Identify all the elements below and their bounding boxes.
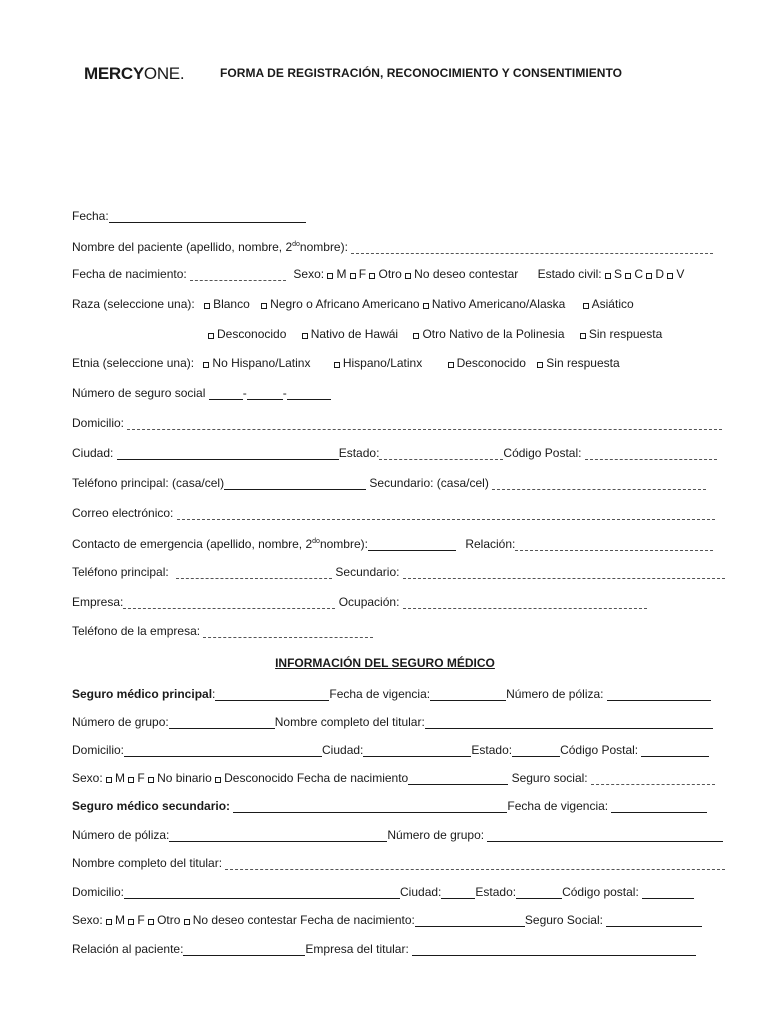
ssn-label: Número de seguro social [72, 386, 206, 400]
fecha-field[interactable] [109, 211, 306, 223]
checkbox-icon [583, 303, 589, 309]
codigo-postal-2-field[interactable] [642, 887, 694, 899]
row-raza-2 [208, 327, 740, 341]
fecha-nacimiento-field[interactable] [190, 269, 286, 281]
row-telefono [72, 476, 740, 490]
secundario-label: Secundario: (casa/cel) [369, 476, 489, 490]
row-domicilio [72, 416, 740, 430]
ciudad-2-field[interactable] [441, 887, 475, 899]
nombre-paciente-field[interactable] [351, 242, 713, 254]
row-seguro-principal: Seguro médico principal: Fecha de vigencia: Número de póliza: [72, 687, 740, 701]
checkbox-icon [423, 303, 429, 309]
ssn-dash: - [242, 386, 247, 400]
row-empresa [72, 595, 740, 609]
sexo-option-otro[interactable]: Otro [369, 267, 401, 281]
numero-poliza-2-field[interactable] [169, 830, 387, 842]
estado-label: Estado: [338, 446, 380, 460]
telefono-principal-field[interactable] [224, 478, 366, 490]
numero-poliza-field[interactable] [607, 689, 711, 701]
ciudad-label: Ciudad: [72, 446, 114, 460]
row-nacimiento-sexo [72, 267, 740, 281]
numero-grupo-label: Número de grupo: [72, 715, 169, 729]
numero-grupo-2-field[interactable] [487, 830, 723, 842]
estado-civil-c[interactable]: C [625, 267, 643, 281]
relacion-paciente-field[interactable] [183, 944, 305, 956]
checkbox-icon [350, 273, 356, 279]
fecha-nacimiento-seguro-field[interactable] [408, 773, 508, 785]
checkbox-icon [208, 333, 214, 339]
estado-seguro-field[interactable] [512, 745, 560, 757]
row-domicilio-2 [72, 885, 740, 899]
sexo-2-no-deseo[interactable]: No deseo contestar [184, 913, 297, 927]
sexo-2-label: Sexo: [72, 913, 103, 927]
row-ssn [72, 386, 740, 400]
ciudad-seguro-field[interactable] [363, 745, 471, 757]
checkbox-icon [405, 273, 411, 279]
seguro-secundario-field[interactable] [233, 801, 507, 813]
domicilio-seguro-label: Domicilio: [72, 743, 125, 757]
codigo-postal-2-label: Código postal: [562, 885, 639, 899]
ocupacion-field[interactable] [403, 597, 647, 609]
checkbox-icon [128, 777, 134, 783]
correo-label: Correo electrónico: [72, 506, 174, 520]
domicilio-seguro-field[interactable] [124, 745, 322, 757]
checkbox-icon [261, 303, 267, 309]
etnia-label: Etnia (seleccione una): [72, 356, 195, 370]
checkbox-icon [625, 273, 631, 279]
fecha-nacimiento-label: Fecha de nacimiento: [72, 267, 187, 281]
sexo-2-m[interactable]: M [106, 913, 125, 927]
ssn-field-3[interactable] [287, 388, 331, 400]
checkbox-icon [203, 362, 209, 368]
sexo-seguro-f[interactable]: F [128, 771, 144, 785]
row-domicilio-seguro [72, 743, 740, 757]
seguro-social-2-field[interactable] [606, 915, 702, 927]
checkbox-icon [369, 273, 375, 279]
fecha-nacimiento-2-label: Fecha de nacimiento: [300, 913, 415, 927]
domicilio-2-field[interactable] [124, 887, 400, 899]
domicilio-2-label: Domicilio: [72, 885, 125, 899]
checkbox-icon [302, 333, 308, 339]
correo-field[interactable] [177, 508, 715, 520]
logo-mercy: MERCY [84, 64, 144, 83]
contacto-field[interactable] [368, 539, 456, 551]
nombre-titular-label: Nombre completo del titular: [274, 715, 425, 729]
checkbox-icon [215, 777, 221, 783]
secundario-field[interactable] [492, 478, 706, 490]
row-seguro-secundario [72, 799, 740, 813]
insurance-section-title: INFORMACIÓN DEL SEGURO MÉDICO [275, 656, 495, 670]
sexo-2-f[interactable]: F [128, 913, 144, 927]
checkbox-icon [204, 303, 210, 309]
row-nombre-paciente [72, 238, 740, 254]
relacion-field[interactable] [515, 539, 713, 551]
checkbox-icon [128, 919, 134, 925]
raza-negro[interactable]: Negro o Africano Americano [261, 297, 419, 311]
etnia-sin-respuesta[interactable]: Sin respuesta [537, 356, 619, 370]
row-fecha [72, 209, 740, 223]
estado-civil-s[interactable]: S [605, 267, 622, 281]
relacion-paciente-label: Relación al paciente: [72, 942, 184, 956]
form-title: FORMA DE REGISTRACIÓN, RECONOCIMIENTO Y CONSENTIMIENTO [220, 66, 623, 80]
numero-grupo-field[interactable] [169, 717, 275, 729]
telefono-principal-2-label: Teléfono principal: [72, 565, 169, 579]
estado-2-label: Estado: [475, 885, 517, 899]
codigo-postal-seguro-label: Código Postal: [560, 743, 639, 757]
checkbox-icon [148, 777, 154, 783]
fecha-nacimiento-seguro-label: Fecha de nacimiento [296, 771, 409, 785]
ciudad-seguro-label: Ciudad: [322, 743, 364, 757]
telefono-principal-2-field[interactable] [176, 567, 332, 579]
estado-field[interactable] [379, 448, 503, 460]
checkbox-icon [448, 362, 454, 368]
fecha-label: Fecha: [72, 209, 109, 223]
row-contacto [72, 535, 740, 551]
empresa-titular-field[interactable] [412, 944, 696, 956]
estado-2-field[interactable] [516, 887, 562, 899]
etnia-no-hispano[interactable]: No Hispano/Latinx [203, 356, 310, 370]
codigo-postal-label: Código Postal: [503, 446, 582, 460]
sexo-seguro-m[interactable]: M [106, 771, 125, 785]
seguro-principal-field[interactable] [215, 689, 329, 701]
row-sexo-2 [72, 913, 740, 927]
raza-otro-polinesia[interactable]: Otro Nativo de la Polinesia [413, 327, 564, 341]
raza-asiatico[interactable]: Asiático [583, 297, 634, 311]
seguro-principal-label: Seguro médico principal [72, 687, 213, 701]
checkbox-icon [537, 362, 543, 368]
fecha-vigencia-label: Fecha de vigencia: [329, 687, 431, 701]
contacto-label: Contacto de emergencia (apellido, nombre, $2^{do}nombre$): [72, 537, 368, 551]
estado-civil-label: Estado civil: [537, 267, 602, 281]
mercyone-logo [84, 64, 184, 84]
nombre-paciente-label: Nombre del paciente (apellido, nombre, $2^{do}nombre$): [72, 240, 348, 254]
checkbox-icon [106, 919, 112, 925]
raza-label: Raza (seleccione una): [72, 297, 195, 311]
sexo-label: Sexo: [293, 267, 325, 281]
fecha-vigencia-2-field[interactable] [611, 801, 707, 813]
etnia-hispano[interactable]: Hispano/Latinx [334, 356, 422, 370]
checkbox-icon [667, 273, 673, 279]
sexo-option-no-deseo[interactable]: No deseo contestar [405, 267, 518, 281]
seguro-social-2-label: Seguro Social: [524, 913, 603, 927]
seguro-social-field[interactable] [591, 773, 715, 785]
nombre-titular-field[interactable] [425, 717, 713, 729]
secundario-2-field[interactable] [403, 567, 725, 579]
codigo-postal-field[interactable] [585, 448, 717, 460]
seguro-social-label: Seguro social: [511, 771, 588, 785]
seguro-secundario-label: Seguro médico secundario: [72, 799, 231, 813]
ssn-field-2[interactable] [247, 388, 283, 400]
raza-nativo-hawai[interactable]: Nativo de Hawái [302, 327, 398, 341]
telefono-empresa-field[interactable] [203, 626, 373, 638]
empresa-titular-label: Empresa del titular: [305, 942, 409, 956]
fecha-nacimiento-2-field[interactable] [415, 915, 525, 927]
domicilio-label: Domicilio: [72, 416, 125, 430]
estado-seguro-label: Estado: [471, 743, 513, 757]
row-sexo-seguro [72, 771, 740, 785]
codigo-postal-seguro-field[interactable] [641, 745, 709, 757]
sexo-option-m[interactable]: M [327, 267, 346, 281]
sexo-seguro-no-binario[interactable]: No binario [148, 771, 212, 785]
ciudad-2-label: Ciudad: [400, 885, 442, 899]
relacion-label: Relación: [465, 537, 516, 551]
ssn-dash: - [282, 386, 287, 400]
raza-blanco[interactable]: Blanco [204, 297, 250, 311]
row-titular-2 [72, 856, 740, 870]
checkbox-icon [646, 273, 652, 279]
fecha-vigencia-field[interactable] [430, 689, 506, 701]
checkbox-icon [106, 777, 112, 783]
checkbox-icon [605, 273, 611, 279]
checkbox-icon [148, 919, 154, 925]
estado-civil-v[interactable]: V [667, 267, 684, 281]
empresa-label: Empresa: [72, 595, 124, 609]
ocupacion-label: Ocupación: [338, 595, 400, 609]
row-poliza-grupo-2 [72, 828, 740, 842]
ciudad-field[interactable] [117, 448, 339, 460]
row-etnia [72, 356, 740, 370]
ssn-field-1[interactable] [209, 388, 243, 400]
checkbox-icon [334, 362, 340, 368]
secundario-2-label: Secundario: [335, 565, 400, 579]
raza-desconocido[interactable]: Desconocido [208, 327, 286, 341]
sexo-2-otro[interactable]: Otro [148, 913, 180, 927]
row-correo [72, 506, 740, 520]
telefono-empresa-label: Teléfono de la empresa: [72, 624, 201, 638]
nombre-titular-2-field[interactable] [225, 858, 725, 870]
row-ciudad [72, 446, 740, 460]
numero-poliza-2-label: Número de póliza: [72, 828, 170, 842]
estado-civil-d[interactable]: D [646, 267, 664, 281]
row-grupo-titular [72, 715, 740, 729]
checkbox-icon [580, 333, 586, 339]
row-relacion-paciente [72, 942, 740, 956]
raza-sin-respuesta[interactable]: Sin respuesta [580, 327, 662, 341]
sexo-option-f[interactable]: F [350, 267, 366, 281]
logo-one: ONE. [143, 64, 185, 83]
numero-poliza-label: Número de póliza: [506, 687, 604, 701]
domicilio-field[interactable] [127, 418, 722, 430]
checkbox-icon [413, 333, 419, 339]
telefono-principal-label: Teléfono principal: (casa/cel) [72, 476, 225, 490]
raza-nativo-americano[interactable]: Nativo Americano/Alaska [423, 297, 565, 311]
etnia-desconocido[interactable]: Desconocido [448, 356, 526, 370]
numero-grupo-2-label: Número de grupo: [387, 828, 485, 842]
sexo-seguro-desconocido[interactable]: Desconocido [215, 771, 293, 785]
row-raza-1 [72, 297, 740, 311]
fecha-vigencia-2-label: Fecha de vigencia: [507, 799, 609, 813]
empresa-field[interactable] [123, 597, 335, 609]
checkbox-icon [327, 273, 333, 279]
row-telefono-empresa [72, 624, 740, 638]
nombre-titular-2-label: Nombre completo del titular: [72, 856, 223, 870]
checkbox-icon [184, 919, 190, 925]
sexo-seguro-label: Sexo: [72, 771, 103, 785]
row-telefono-2 [72, 565, 740, 579]
